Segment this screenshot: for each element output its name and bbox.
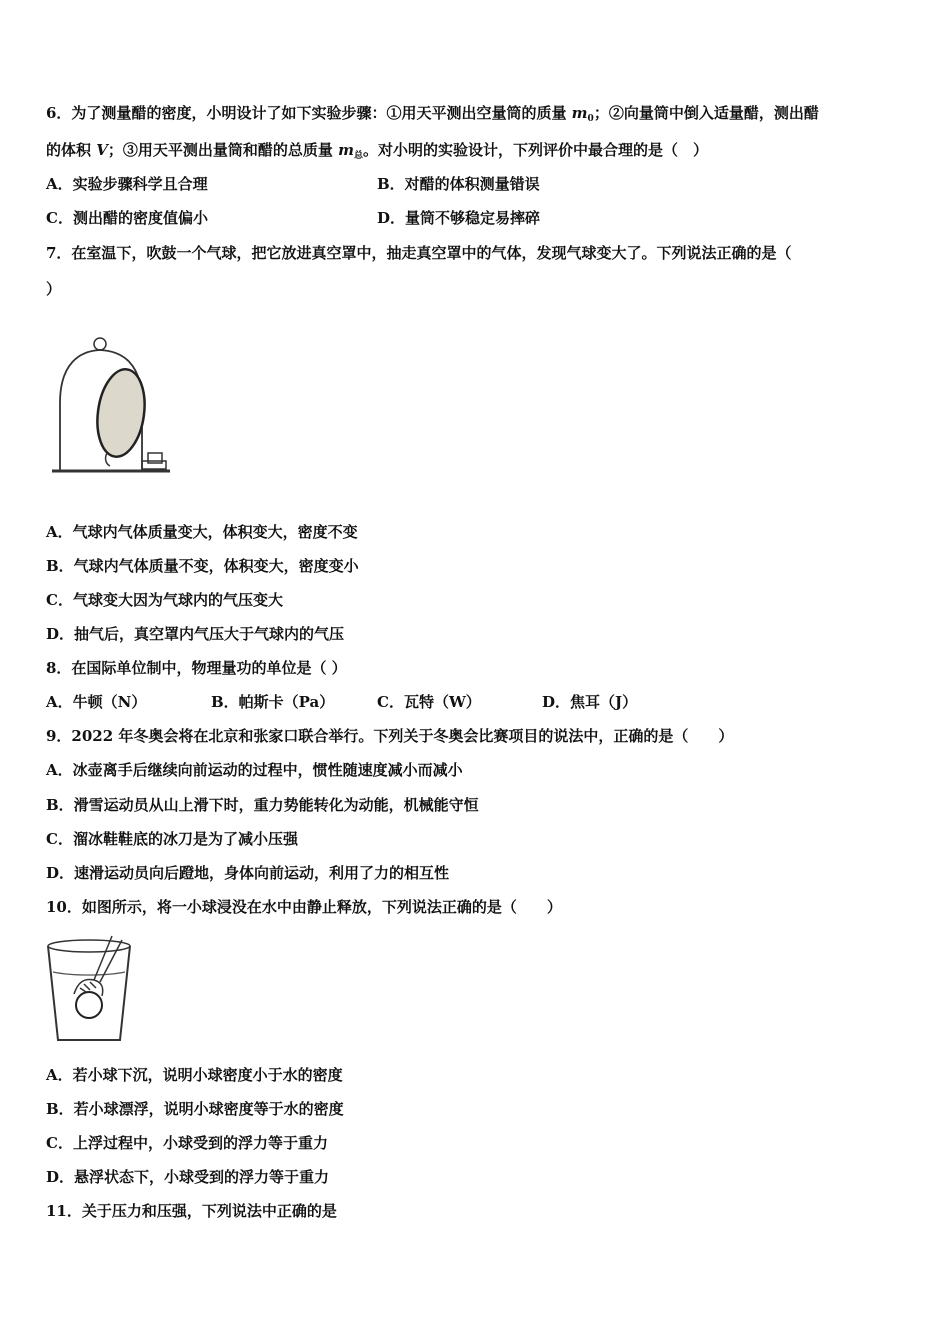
q7-stem-line1: 7．在室温下，吹鼓一个气球，把它放进真空罩中，抽走真空罩中的气体，发现气球变大了。下列说法正确的是（: [46, 244, 792, 262]
q6-stem-line2: [46, 140, 708, 166]
q10-option-d: D．悬浮状态下，小球受到的浮力等于重力: [46, 1168, 330, 1186]
q10-option-c: C．上浮过程中，小球受到的浮力等于重力: [46, 1134, 328, 1152]
q6-option-c: C．测出醋的密度值偏小: [46, 209, 208, 227]
q9-stem: 9．2022 年冬奥会将在北京和张家口联合举行。下列关于冬奥会比赛项目的说法中，正确的是（ ）: [46, 727, 734, 745]
q6-text: ；③用天平测出量筒和醋的总质量: [107, 141, 339, 159]
q6-text: 。对小明的实验设计，下列评价中最合理的是（ ）: [363, 141, 709, 159]
q6-subscript-total: 总: [353, 151, 363, 161]
q8-option-a: A．牛顿（N）: [46, 693, 147, 711]
q9-option-b: B．滑雪运动员从山上滑下时，重力势能转化为动能，机械能守恒: [46, 796, 479, 814]
q7-stem-line2: ）: [46, 280, 62, 298]
q6-text: ；②向量筒中倒入适量醋，测出醋: [593, 104, 819, 122]
q10-option-a: A．若小球下沉，说明小球密度小于水的密度: [46, 1066, 343, 1084]
q6-text: 的体积: [46, 141, 97, 159]
q7-option-d: D．抽气后，真空罩内气压大于气球内的气压: [46, 625, 345, 643]
q8-option-d: D．焦耳（J）: [542, 693, 638, 711]
small-ball: [76, 992, 102, 1018]
q7-option-c: C．气球变大因为气球内的气压变大: [46, 591, 283, 609]
q7-option-b: B．气球内气体质量不变，体积变大，密度变小: [46, 557, 359, 575]
q9-option-d: D．速滑运动员向后蹬地，身体向前运动，利用了力的相互性: [46, 864, 450, 882]
q6-option-a: A．实验步骤科学且合理: [46, 175, 208, 193]
q11-stem: 11．关于压力和压强，下列说法中正确的是: [46, 1202, 337, 1220]
jar-knob: [94, 338, 106, 350]
q7-option-a: A．气球内气体质量变大，体积变大，密度不变: [46, 523, 358, 541]
beaker-rim: [48, 940, 130, 952]
q9-option-a: A．冰壶离手后继续向前运动的过程中，惯性随速度减小而减小: [46, 761, 463, 779]
q6-option-b: B．对醋的体积测量错误: [377, 175, 540, 193]
q10-option-b: B．若小球漂浮，说明小球密度等于水的密度: [46, 1100, 344, 1118]
water-surface: [53, 972, 125, 975]
q6-stem-line1: [46, 103, 819, 129]
q8-option-c: C．瓦特（W）: [377, 693, 481, 711]
q10-stem: 10．如图所示，将一小球浸没在水中由静止释放，下列说法正确的是（ ）: [46, 898, 562, 916]
q6-text: 6．为了测量醋的密度，小明设计了如下实验步骤：①用天平测出空量筒的质量: [46, 104, 572, 122]
q6-symbol-m-total: m: [338, 141, 354, 159]
q8-stem: 8．在国际单位制中，物理量功的单位是（ ）: [46, 659, 347, 677]
ball-in-water-figure: [44, 930, 140, 1048]
q6-symbol-m: m: [571, 104, 588, 122]
q8-option-b: B．帕斯卡（Pa）: [211, 693, 335, 711]
bell-jar-balloon-figure: [50, 333, 180, 478]
q6-symbol-v: V: [96, 141, 108, 159]
q9-option-c: C．溜冰鞋鞋底的冰刀是为了减小压强: [46, 830, 298, 848]
q6-option-d: D．量筒不够稳定易摔碎: [377, 209, 541, 227]
q6-subscript-0: 0: [587, 114, 594, 124]
